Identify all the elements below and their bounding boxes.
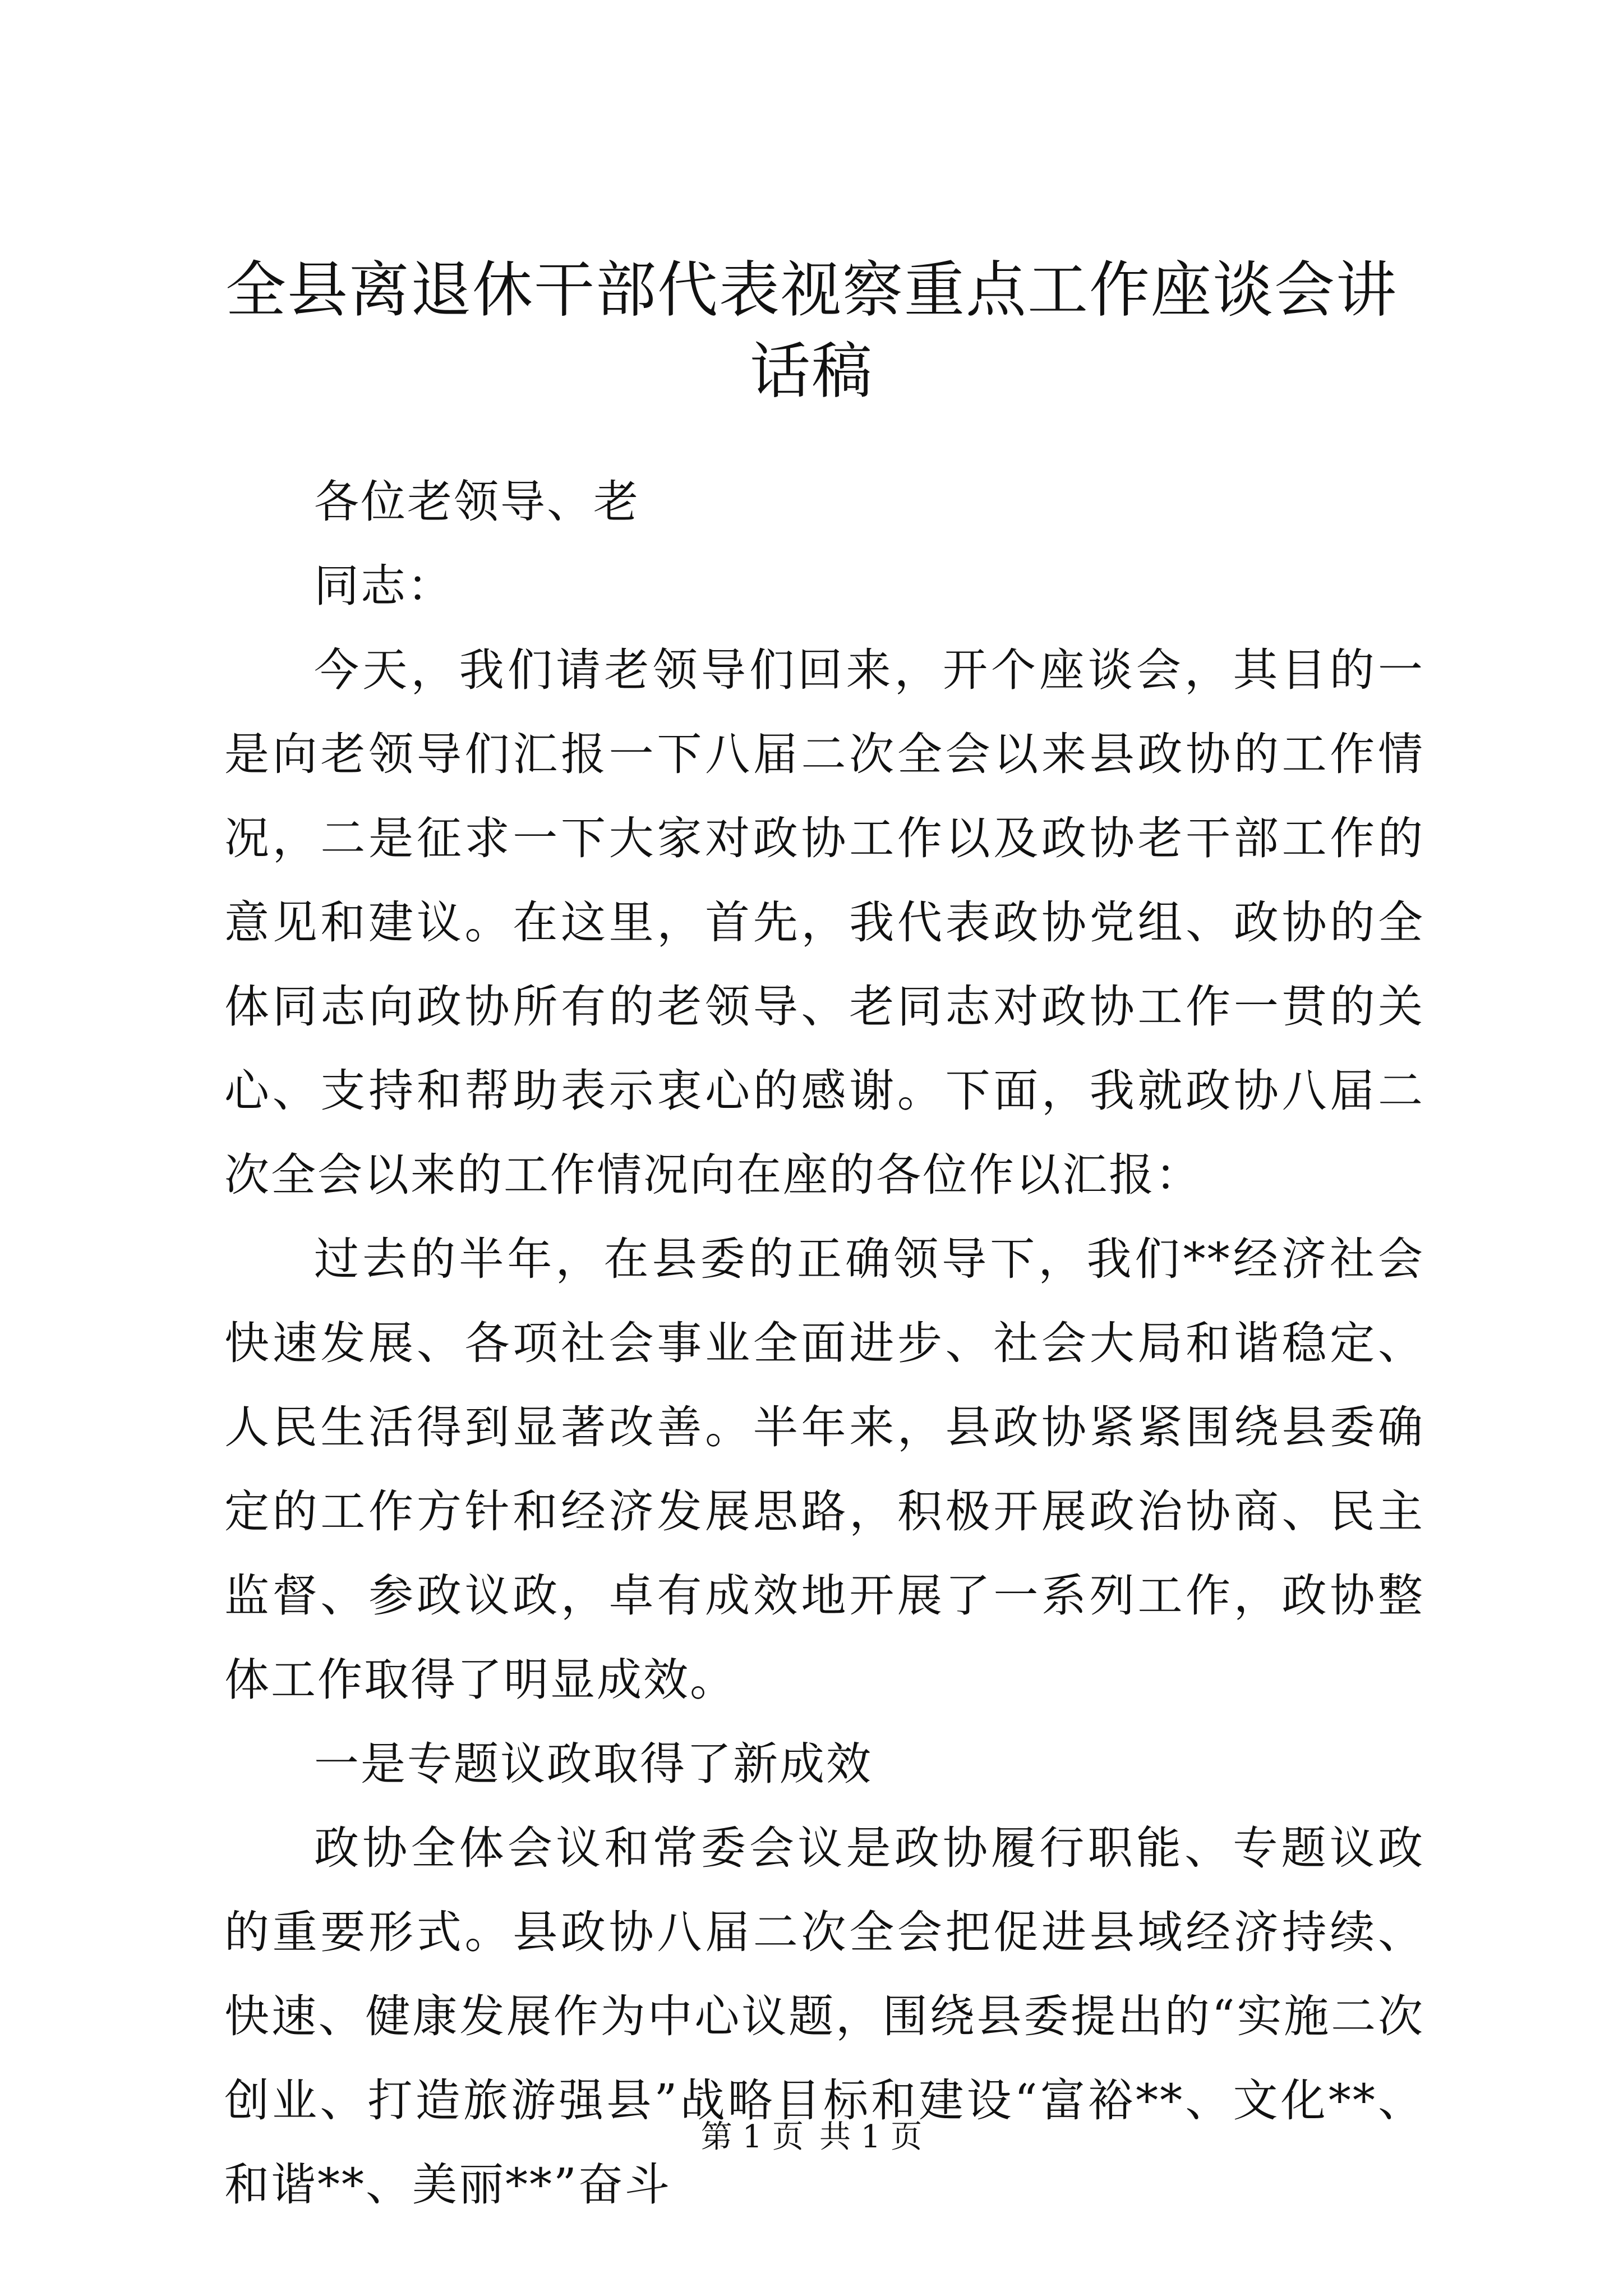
body-paragraph: 政协全体会议和常委会议是政协履行职能、专题议政的重要形式。县政协八届二次全会把促进县域经济持续、快速、健康发展作为中心议题，围绕县委提出的“实施二次创业、打造旅游强县”战略目标和建设“富裕**、文化**、和谐**、美丽**”奋斗 [224, 1822, 1424, 2211]
body-paragraph: 过去的半年，在县委的正确领导下，我们**经济社会快速发展、各项社会事业全面进步、社会大局和谐稳定、人民生活得到显著改善。半年来，县政协紧紧围绕县委确定的工作方针和经济发展思路，积极开展政治协商、民主监督、参政议政，卓有成效地开展了一系列工作，政协整体工作取得了明显成效。 [224, 1233, 1424, 1706]
document-body [224, 460, 1424, 2227]
document-title: 全县离退休干部代表视察重点工作座谈会讲话稿 [225, 255, 1398, 407]
page-total: 共 1 页 [819, 2119, 923, 2155]
page-number: 第 1 页 [700, 2119, 804, 2155]
page-footer [0, 2118, 1623, 2157]
body-paragraph: 今天，我们请老领导们回来，开个座谈会，其目的一是向老领导们汇报一下八届二次全会以来县政协的工作情况，二是征求一下大家对政协工作以及政协老干部工作的意见和建议。在这里，首先，我代表政协党组、政协的全体同志向政协所有的老领导、老同志对政协工作一贯的关心、支持和帮助表示衷心的感谢。下面，我就政协八届二次全会以来的工作情况向在座的各位作以汇报： [224, 644, 1424, 1201]
salutation-line-1: 各位老领导、老 [314, 476, 640, 528]
salutation-line-2: 同志： [314, 560, 454, 612]
section-heading: 一是专题议政取得了新成效 [314, 1738, 873, 1790]
